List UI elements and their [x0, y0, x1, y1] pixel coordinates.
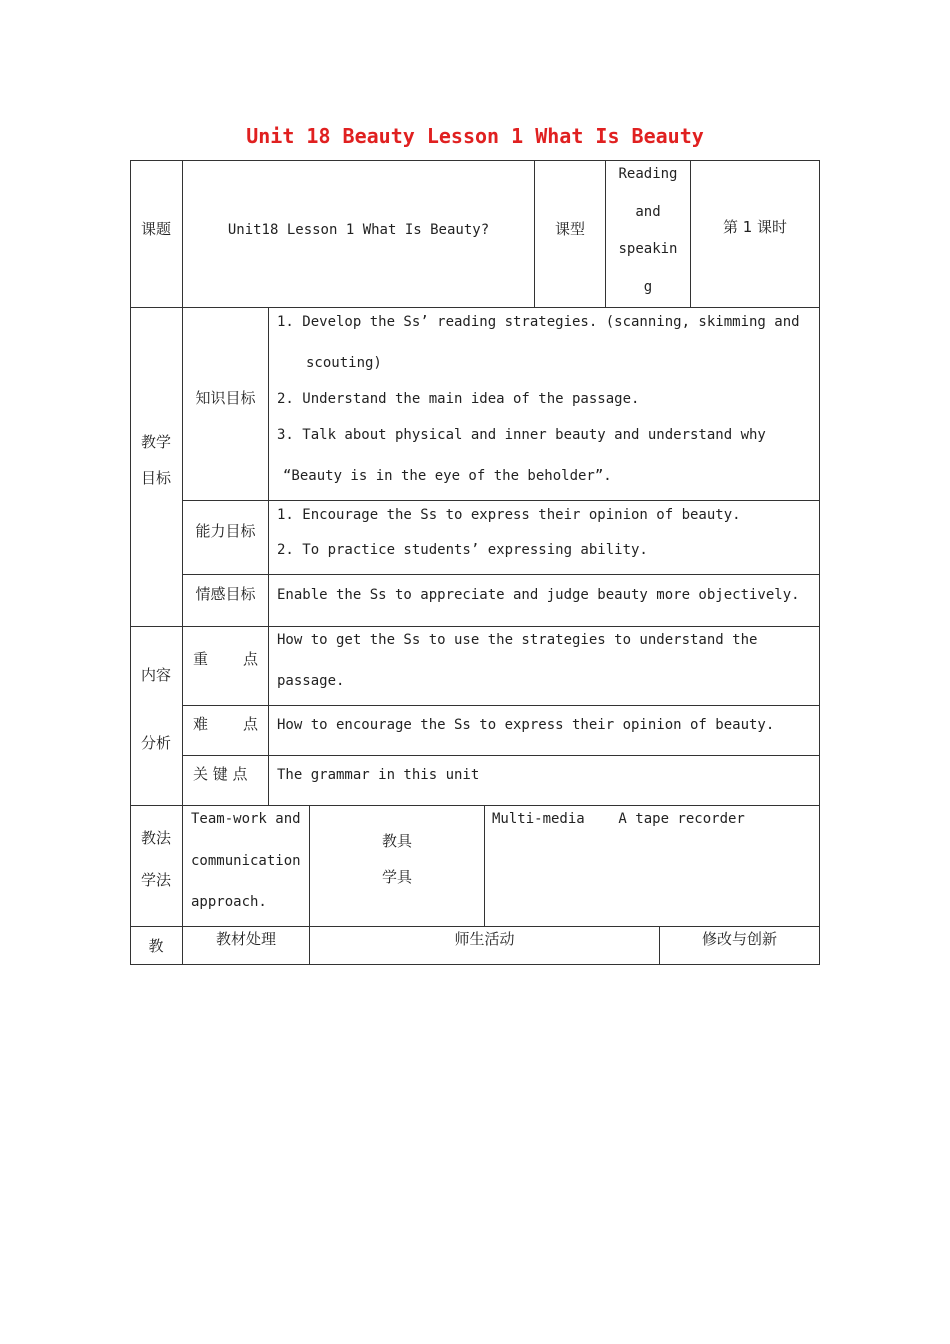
knowledge-goal-item: 1. Develop the Ss’ reading strategies. (scanning, skimming and — [277, 314, 800, 330]
critical-point-label: 关 键 点 — [193, 765, 248, 783]
process-col-activity: 师生活动 — [454, 930, 515, 948]
col-divider — [182, 160, 183, 965]
analysis-label: 内容 — [140, 666, 171, 684]
objectives-label: 教学 — [140, 433, 171, 451]
key-point-label: 重 — [193, 650, 209, 668]
knowledge-goal-item: 2. Understand the main idea of the passage. — [277, 391, 640, 407]
type-value-line: and — [635, 204, 661, 220]
analysis-label: 分析 — [140, 734, 171, 752]
row-divider — [182, 500, 820, 501]
row-divider — [182, 705, 820, 706]
knowledge-goal-item: scouting) — [306, 355, 382, 371]
methods-text: approach. — [191, 894, 267, 910]
difficult-point-label: 点 — [243, 715, 259, 733]
topic-value: Unit18 Lesson 1 What Is Beauty? — [227, 222, 490, 238]
emotion-goal-label: 情感目标 — [195, 585, 256, 603]
row-divider — [182, 755, 820, 756]
ability-goal-label: 能力目标 — [195, 522, 256, 540]
row-divider — [130, 926, 820, 927]
process-col-material: 教材处理 — [215, 930, 276, 948]
process-col-revision: 修改与创新 — [701, 930, 777, 948]
row-divider — [182, 574, 820, 575]
methods-text: communication — [191, 853, 301, 869]
row-divider — [130, 805, 820, 806]
knowledge-goal-item: “Beauty is in the eye of the beholder”. — [283, 468, 612, 484]
methods-label: 教法 — [140, 829, 171, 847]
row-divider — [130, 626, 820, 627]
type-value-line: Reading — [618, 166, 678, 182]
critical-point-text: The grammar in this unit — [277, 767, 480, 783]
type-value-line: g — [643, 279, 653, 295]
row-divider — [130, 307, 820, 308]
knowledge-goal-item: 3. Talk about physical and inner beauty and understand why — [277, 427, 766, 443]
col-divider — [484, 805, 485, 926]
objectives-label: 目标 — [140, 469, 171, 487]
type-label: 课型 — [554, 220, 585, 238]
emotion-goal-item: Enable the Ss to appreciate and judge beauty more objectively. — [277, 587, 800, 603]
key-point-label: 点 — [243, 650, 259, 668]
ability-goal-item: 2. To practice students’ expressing ability. — [277, 542, 648, 558]
tools-label: 教具 — [381, 832, 412, 850]
tools-label: 学具 — [381, 868, 412, 886]
page-title: Unit 18 Beauty Lesson 1 What Is Beauty — [246, 124, 704, 148]
difficult-point-text: How to encourage the Ss to express their opinion of beauty. — [277, 717, 775, 733]
col-divider — [268, 307, 269, 805]
difficult-point-label: 难 — [193, 715, 209, 733]
methods-label: 学法 — [140, 871, 171, 889]
type-value-line: speakin — [618, 241, 678, 257]
period-value: 第 1 课时 — [722, 218, 788, 236]
ability-goal-item: 1. Encourage the Ss to express their opinion of beauty. — [277, 507, 741, 523]
process-col-teach: 教 — [148, 937, 164, 955]
knowledge-goal-label: 知识目标 — [195, 389, 256, 407]
topic-label: 课题 — [140, 220, 171, 238]
key-point-text: passage. — [277, 673, 345, 689]
methods-text: Team-work and — [191, 811, 301, 827]
tools-text: Multi-media A tape recorder — [492, 811, 745, 827]
key-point-text: How to get the Ss to use the strategies to understand the — [277, 632, 758, 648]
